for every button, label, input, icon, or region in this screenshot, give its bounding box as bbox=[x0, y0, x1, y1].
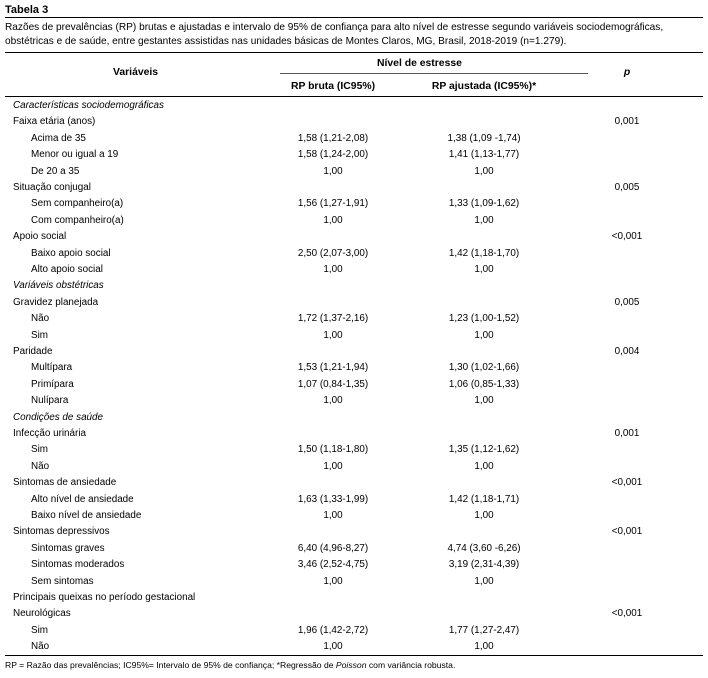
table-row bbox=[0, 131, 708, 147]
rp-bruta-cell: 1,50 (1,18-1,80) bbox=[297, 444, 369, 456]
p-value-cell: 0,004 bbox=[614, 346, 640, 357]
header-group: Nível de estresse bbox=[377, 58, 462, 69]
footnote-tail: com variância robusta. bbox=[366, 660, 456, 670]
rp-bruta-cell: 2,50 (2,07-3,00) bbox=[297, 247, 369, 259]
row-label: Apoio social bbox=[13, 231, 67, 243]
rp-ajustada-cell: 1,33 (1,09-1,62) bbox=[448, 198, 520, 210]
rp-ajustada-cell: 1,00 bbox=[474, 165, 494, 177]
table-row bbox=[0, 590, 708, 606]
footnote-text: RP = Razão das prevalências; IC95%= Intervalo de 95% de confiança; *Regressão de bbox=[5, 660, 336, 670]
table-row bbox=[0, 311, 708, 327]
row-label: Situação conjugal bbox=[13, 182, 91, 193]
rp-ajustada-cell: 1,42 (1,18-1,71) bbox=[448, 493, 520, 505]
table-row bbox=[0, 114, 708, 130]
table-row bbox=[0, 360, 708, 376]
rp-bruta-cell: 1,63 (1,33-1,99) bbox=[297, 493, 369, 505]
table-row bbox=[0, 574, 708, 590]
rp-ajustada-cell: 1,00 bbox=[474, 214, 494, 226]
rp-ajustada-cell: 1,06 (0,85-1,33) bbox=[448, 378, 520, 390]
row-label: Sintomas depressivos bbox=[13, 526, 110, 538]
header-ajustada: RP ajustada (IC95%)* bbox=[431, 81, 537, 92]
table-row bbox=[0, 180, 708, 196]
rp-bruta-cell: 1,00 bbox=[323, 641, 343, 653]
rp-bruta-cell: 1,00 bbox=[323, 575, 343, 587]
bottom-rule bbox=[5, 655, 703, 656]
table-row bbox=[0, 278, 708, 294]
row-label: Faixa etária (anos) bbox=[13, 116, 96, 128]
footnote-italic: Poisson bbox=[335, 660, 367, 670]
rp-ajustada-cell: 1,00 bbox=[474, 395, 494, 407]
table-row bbox=[0, 557, 708, 573]
rp-ajustada-cell: 4,74 (3,60 -6,26) bbox=[447, 542, 521, 554]
p-value-cell: 0,001 bbox=[614, 116, 640, 128]
header-rule bbox=[5, 96, 703, 97]
table-row bbox=[0, 295, 708, 311]
p-value-cell: 0,005 bbox=[614, 296, 640, 308]
row-label: Acima de 35 bbox=[31, 132, 86, 144]
table-row bbox=[0, 213, 708, 229]
rp-bruta-cell: 1,96 (1,42-2,72) bbox=[297, 624, 369, 636]
table-row bbox=[0, 541, 708, 557]
table-row bbox=[0, 639, 708, 655]
row-label: Baixo nível de ansiedade bbox=[31, 510, 142, 521]
table-row bbox=[0, 426, 708, 442]
group-rule bbox=[280, 73, 588, 74]
header-bruta: RP bruta (IC95%) bbox=[290, 81, 376, 92]
row-label: Gravidez planejada bbox=[13, 296, 99, 308]
row-label: Não bbox=[31, 460, 50, 472]
rp-bruta-cell: 3,46 (2,52-4,75) bbox=[297, 559, 369, 571]
rp-ajustada-cell: 1,00 bbox=[474, 575, 494, 587]
row-label: Sem sintomas bbox=[31, 575, 94, 587]
p-value-cell: <0,001 bbox=[611, 231, 643, 243]
table-row bbox=[0, 623, 708, 639]
header-variables: Variáveis bbox=[113, 67, 159, 78]
rp-ajustada-cell: 1,42 (1,18-1,70) bbox=[448, 247, 520, 259]
header-p: p bbox=[623, 67, 631, 78]
table-footnote bbox=[5, 660, 455, 670]
row-label: Alto apoio social bbox=[31, 264, 103, 275]
row-label: Sim bbox=[31, 329, 49, 341]
row-label: Características sociodemográficas bbox=[13, 100, 164, 111]
table-row bbox=[0, 246, 708, 262]
row-label: Não bbox=[31, 313, 50, 325]
rp-ajustada-cell: 1,30 (1,02-1,66) bbox=[448, 362, 520, 374]
rp-bruta-cell: 1,00 bbox=[323, 329, 343, 341]
top-rule bbox=[5, 52, 703, 53]
rp-bruta-cell: 1,00 bbox=[323, 165, 343, 177]
rp-ajustada-cell: 1,00 bbox=[474, 329, 494, 341]
table-row bbox=[0, 328, 708, 344]
table-row bbox=[0, 344, 708, 360]
rp-ajustada-cell: 1,77 (1,27-2,47) bbox=[448, 624, 520, 636]
rp-ajustada-cell: 1,23 (1,00-1,52) bbox=[448, 313, 520, 325]
row-label: De 20 a 35 bbox=[31, 165, 80, 177]
rp-ajustada-cell: 1,00 bbox=[474, 264, 494, 275]
table-row bbox=[0, 475, 708, 491]
table-caption: Razões de prevalências (RP) brutas e ajustadas e intervalo de 95% de confiança para alto nível de estresse segundo variáveis sociodemográficas, obstétricas e de saúde, entre gestantes assistidas nas unidades básicas de Montes Claros, MG, Brasil, 2018-2019 (n=1.279). bbox=[5, 22, 664, 47]
rp-bruta-cell: 1,00 bbox=[323, 264, 343, 275]
row-label: Sim bbox=[31, 624, 49, 636]
row-label: Sintomas de ansiedade bbox=[13, 477, 117, 489]
table-row bbox=[0, 606, 708, 622]
p-value-cell: 0,005 bbox=[614, 182, 640, 193]
row-label: Primípara bbox=[31, 378, 74, 390]
row-label: Paridade bbox=[13, 346, 53, 357]
row-label: Sim bbox=[31, 444, 49, 456]
row-label: Sintomas moderados bbox=[31, 559, 125, 571]
p-value-cell: <0,001 bbox=[611, 526, 643, 538]
table-row bbox=[0, 147, 708, 163]
row-label: Baixo apoio social bbox=[31, 247, 111, 259]
rp-bruta-cell: 1,00 bbox=[323, 510, 343, 521]
row-label: Infecção urinária bbox=[13, 428, 87, 439]
row-label: Neurológicas bbox=[13, 608, 71, 620]
row-label: Condições de saúde bbox=[13, 411, 104, 423]
row-label: Alto nível de ansiedade bbox=[31, 493, 134, 505]
table-row bbox=[0, 262, 708, 278]
table-row bbox=[0, 459, 708, 475]
rp-bruta-cell: 1,00 bbox=[323, 460, 343, 472]
table-row bbox=[0, 393, 708, 409]
row-label: Nulípara bbox=[31, 395, 69, 407]
table-row bbox=[0, 377, 708, 393]
rp-ajustada-cell: 1,00 bbox=[474, 510, 494, 521]
rp-bruta-cell: 1,07 (0,84-1,35) bbox=[297, 378, 369, 390]
rp-bruta-cell: 1,72 (1,37-2,16) bbox=[297, 313, 369, 325]
rp-ajustada-cell: 1,38 (1,09 -1,74) bbox=[447, 132, 521, 144]
rp-bruta-cell: 1,58 (1,24-2,00) bbox=[297, 149, 369, 161]
p-value-cell: <0,001 bbox=[611, 608, 643, 620]
table-row bbox=[0, 508, 708, 524]
row-label: Principais queixas no período gestacional bbox=[13, 592, 196, 603]
rp-ajustada-cell: 1,35 (1,12-1,62) bbox=[448, 444, 520, 456]
rp-bruta-cell: 1,58 (1,21-2,08) bbox=[297, 132, 369, 144]
row-label: Sintomas graves bbox=[31, 542, 105, 554]
rp-bruta-cell: 1,53 (1,21-1,94) bbox=[297, 362, 369, 374]
table-row bbox=[0, 492, 708, 508]
rp-ajustada-cell: 3,19 (2,31-4,39) bbox=[448, 559, 520, 571]
rp-ajustada-cell: 1,41 (1,13-1,77) bbox=[448, 149, 520, 161]
row-label: Variáveis obstétricas bbox=[13, 280, 104, 292]
table-label: Tabela 3 bbox=[5, 4, 703, 18]
table-row bbox=[0, 196, 708, 212]
p-value-cell: <0,001 bbox=[611, 477, 643, 489]
rp-ajustada-cell: 1,00 bbox=[474, 460, 494, 472]
rp-ajustada-cell: 1,00 bbox=[474, 641, 494, 653]
row-label: Não bbox=[31, 641, 50, 653]
table-row bbox=[0, 98, 708, 114]
p-value-cell: 0,001 bbox=[614, 428, 640, 439]
table-row bbox=[0, 410, 708, 426]
rp-bruta-cell: 6,40 (4,96-8,27) bbox=[297, 542, 369, 554]
row-label: Menor ou igual a 19 bbox=[31, 149, 119, 161]
rp-bruta-cell: 1,00 bbox=[323, 395, 343, 407]
table-row bbox=[0, 524, 708, 540]
table-row bbox=[0, 442, 708, 458]
table-row bbox=[0, 164, 708, 180]
table-row bbox=[0, 229, 708, 245]
row-label: Multípara bbox=[31, 362, 73, 374]
rp-bruta-cell: 1,56 (1,27-1,91) bbox=[297, 198, 369, 210]
rp-bruta-cell: 1,00 bbox=[323, 214, 343, 226]
row-label: Com companheiro(a) bbox=[31, 214, 124, 226]
row-label: Sem companheiro(a) bbox=[31, 198, 124, 210]
